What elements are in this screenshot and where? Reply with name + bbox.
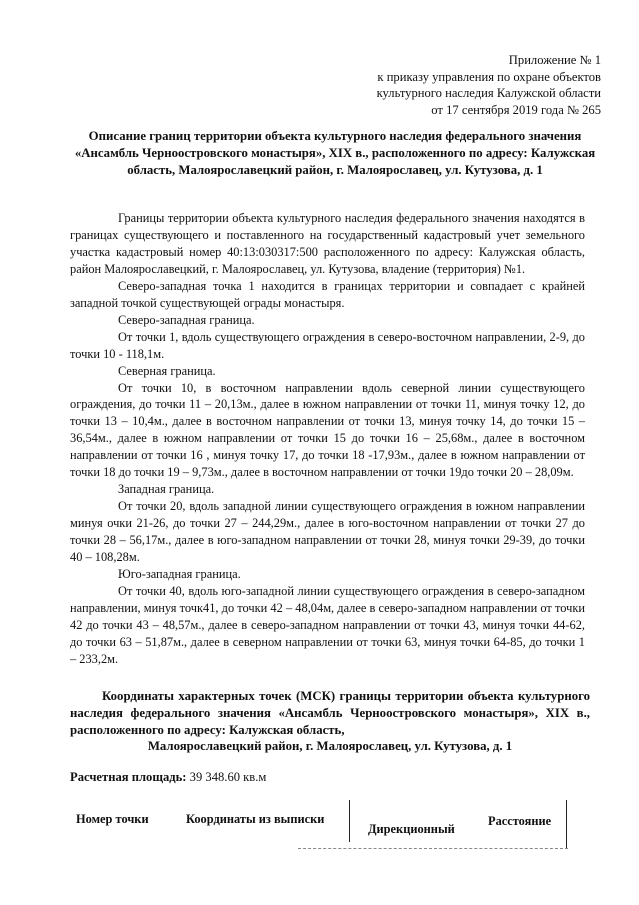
paragraph: Северо-западная точка 1 находится в границах территории и совпадает с крайней западной точкой существующей ограды монастыря. (70, 278, 585, 310)
description-title: Описание границ территории объекта культурного наследия федерального значения «Ансамбль Черноостровского монастыря», XIX в., расположенного по адресу: Калужская область, Малоярославецкий район, г. Малоярославец, ул. Кутузова, д. 1 (74, 129, 596, 177)
boundary-description (70, 210, 585, 668)
section-heading: Юго-западная граница. (118, 567, 241, 582)
area-line (70, 770, 266, 785)
table-divider (349, 800, 350, 842)
paragraph: Границы территории объекта культурного наследия федерального значения находятся в границах существующего и поставленного на государственный кадастровый учет земельного участка кадастровый номер 40:13:030317:500 расположенного по адресу: Калужская область, район Малоярославецкий, г. Малоярославец, ул. Кутузова, владение (территория) №1. (70, 211, 585, 276)
table-divider (566, 800, 567, 848)
appendix-line: от 17 сентября 2019 года № 265 (431, 102, 601, 117)
paragraph: От точки 1, вдоль существующего ограждения в северо-восточном направлении, 2-9, до точки 10 - 118,1м. (70, 329, 585, 361)
appendix-line: к приказу управления по охране объектов (377, 69, 601, 84)
appendix-header (377, 52, 601, 118)
appendix-line: культурного наследия Калужской области (376, 86, 601, 101)
paragraph: От точки 20, вдоль западной линии существующего ограждения в южном направлении минуя очки 21-26, до точки 27 – 244,29м., далее в юго-восточном направлении от точки 27 до точки 28 – 56,17м., далее в юго-западном направлении от точки 28, минуя точки 29-39, до точки 40 – 108,28м. (70, 499, 585, 565)
section-heading: Северо-западная граница. (118, 312, 255, 327)
table-header-direction: Дирекционный (368, 822, 455, 836)
table-header-coordinates: Координаты из выписки (186, 812, 325, 826)
area-label: Расчетная площадь: (70, 770, 187, 784)
paragraph: От точки 40, вдоль юго-западной линии существующего ограждения в северо-западном направлении, минуя точк41, до точки 42 – 48,04м, далее в северо-западном направлении от точки 42 до точки 43 – 48,57м., далее в северо-западном направлении от точки 43, минуя точки 44-62, до точки 63 – 51,87м., далее в северном направлении от точки 63, минуя точки 64-85, до точки 1 – 233,2м. (70, 583, 585, 666)
coordinates-title (70, 688, 590, 755)
coordinates-title-last: Малоярославецкий район, г. Малоярославец, ул. Кутузова, д. 1 (147, 739, 513, 754)
table-header-distance: Расстояние (488, 814, 552, 828)
area-value: 39 348.60 кв.м (189, 770, 267, 784)
table-row-divider (298, 848, 568, 849)
section-heading: Западная граница. (118, 482, 215, 497)
appendix-line: Приложение № 1 (508, 53, 601, 67)
coordinates-title-main: Координаты характерных точек (МСК) границы территории объекта культурного наследия федерального значения «Ансамбль Черноостровского монастыря», XIX в., расположенного по адресу: Калужская область, (70, 689, 590, 737)
paragraph: От точки 10, в восточном направлении вдоль северной линии существующего ограждения, до точки 11 – 20,13м., далее в южном направлении от точки 11, минуя точку 12, до точки 13 – 10,4м., далее в восточном направлении от точки 13, минуя точку 14, до точки 15 – 36,54м., далее в южном направлении от точки 15 до точки 16 – 25,68м., далее в восточном направлении от точки 16 , минуя точку 17, до точки 18 -17,93м., далее в южном направлении от точки 18 до точки 19 – 9,73м., далее в восточном направлении от точки 19до точки 20 – 28,09м. (70, 380, 585, 480)
table-header-point-number: Номер точки (76, 812, 149, 826)
section-heading: Северная граница. (118, 363, 216, 378)
